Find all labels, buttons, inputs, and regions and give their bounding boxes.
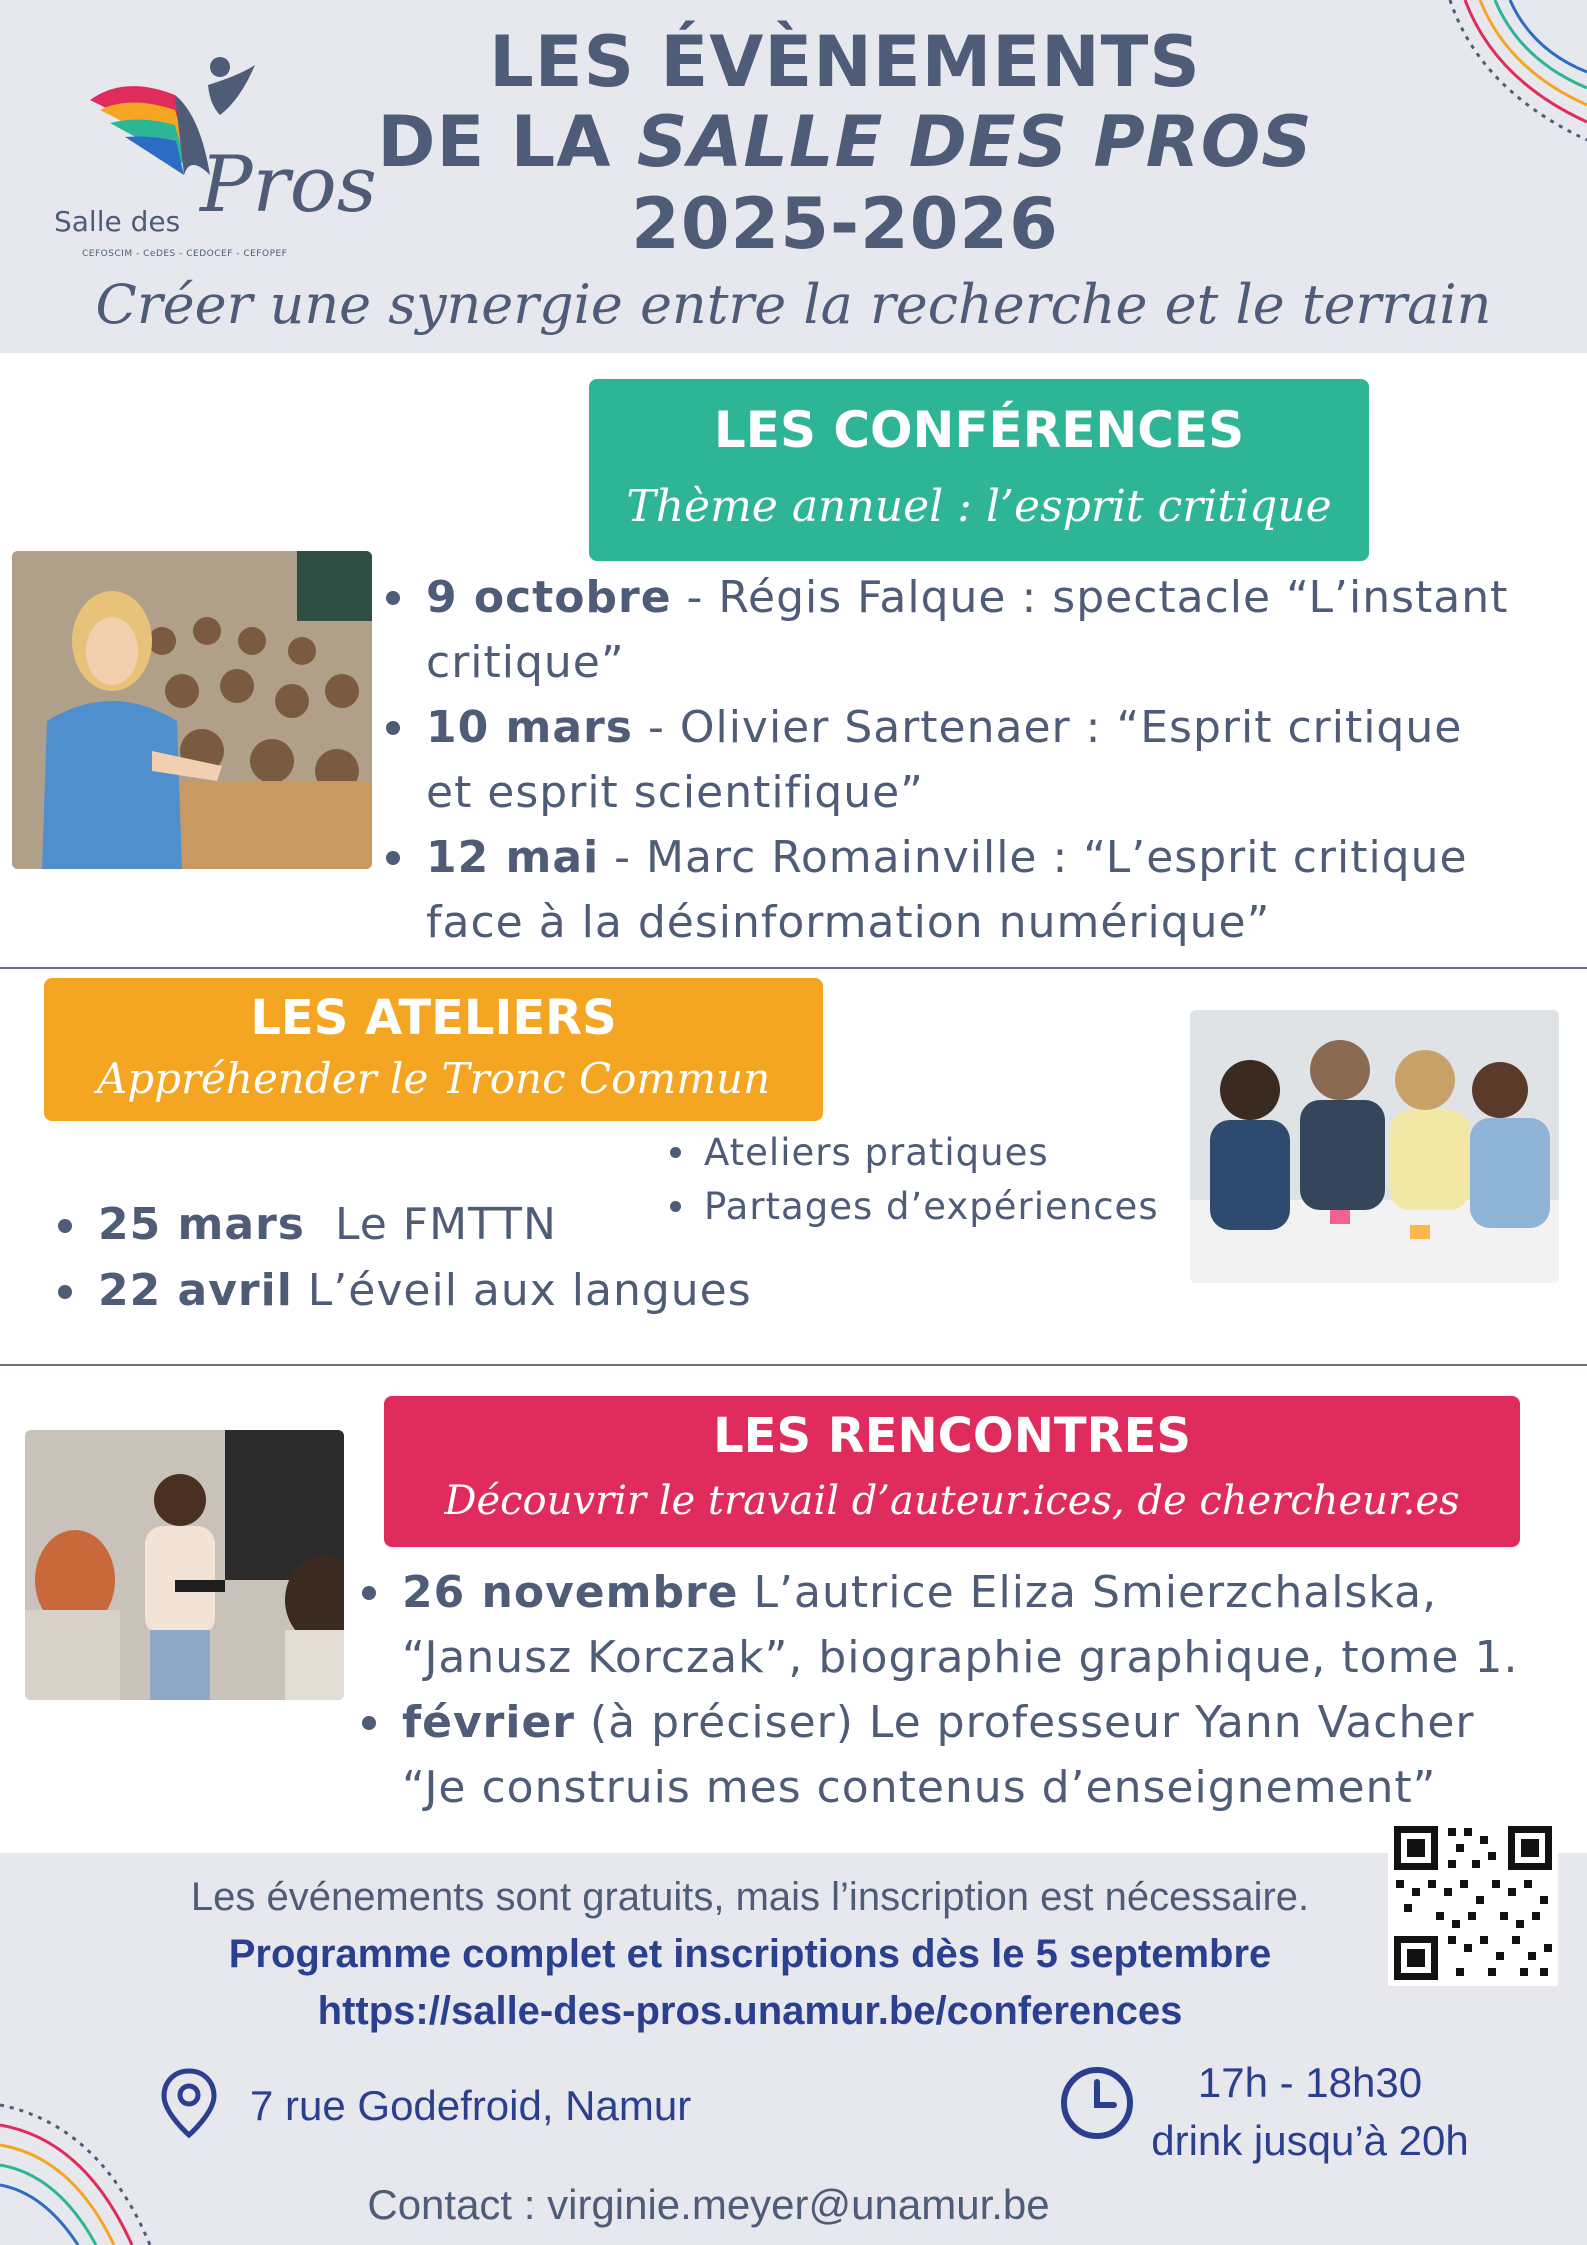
conferences-banner: [589, 379, 1369, 561]
list-item: 26 novembre L’autrice Eliza Smierzchalska, “Janusz Korczak”, biographie graphique, tome 1.: [362, 1560, 1587, 1690]
rencontres-list: [362, 1560, 1587, 1820]
bullet-icon: [362, 1716, 376, 1730]
clock-icon: [1058, 2064, 1136, 2142]
page-title-italic: SALLE DES PROS: [636, 101, 1313, 183]
bullet-icon: [386, 721, 400, 735]
rainbow-arc-top-right-icon: [1440, 0, 1587, 160]
location-pin-icon: [158, 2067, 220, 2139]
ateliers-title: LES ATELIERS: [250, 990, 617, 1046]
rencontres-subtitle: Découvrir le travail d’auteur.ices, de chercheur.es: [444, 1478, 1460, 1524]
event-date: février: [402, 1697, 575, 1748]
conferences-list: [386, 565, 1586, 955]
ateliers-subtitle: Appréhender le Tronc Commun: [96, 1054, 771, 1103]
address: 7 rue Godefroid, Namur: [250, 2082, 692, 2129]
event-date: 10 mars: [426, 702, 633, 753]
tagline: Créer une synergie entre la recherche et le terrain: [95, 273, 1492, 336]
bullet-icon: [58, 1285, 72, 1299]
salle-des-pros-logo: [50, 55, 377, 265]
conference-speaker-photo: [12, 551, 372, 869]
event-date: 22 avril: [98, 1265, 293, 1316]
list-item: 10 mars - Olivier Sartenaer : “Esprit critique et esprit scientifique”: [386, 695, 1586, 825]
list-item: Ateliers pratiques: [670, 1126, 1190, 1180]
logo-word-salle-des: Salle des: [54, 205, 181, 238]
event-date: 26 novembre: [402, 1567, 739, 1618]
contact: Contact : virginie.meyer@unamur.be: [367, 2181, 1050, 2228]
conferences-link[interactable]: https://salle-des-pros.unamur.be/conferences: [317, 1989, 1183, 2033]
free-note: Les événements sont gratuits, mais l’inscription est nécessaire.: [190, 1875, 1310, 1919]
ateliers-list: [58, 1192, 858, 1324]
event-date: 25 mars: [98, 1199, 305, 1250]
event-date: 9 octobre: [426, 572, 672, 623]
ateliers-banner: [44, 978, 823, 1121]
page-title-line-3: 2025-2026: [631, 183, 1059, 265]
bullet-icon: [386, 851, 400, 865]
bullet-icon: [58, 1219, 72, 1233]
workshop-group-photo: [1190, 1010, 1559, 1283]
program-note: Programme complet et inscriptions dès le 5 septembre: [228, 1932, 1272, 1976]
rencontres-title: LES RENCONTRES: [713, 1408, 1191, 1464]
list-item: Partages d’expériences: [670, 1180, 1190, 1234]
page-title-line-1: LES ÉVÈNEMENTS: [489, 21, 1201, 103]
page-title-line-2: DE LA SALLE DES PROS: [377, 101, 1313, 183]
list-item: 9 octobre - Régis Falque : spectacle “L’instant critique”: [386, 565, 1586, 695]
logo-subtitle: CEFOSCIM - CeDES - CEDOCEF - CEFOPEF: [82, 249, 288, 259]
list-item: février (à préciser) Le professeur Yann Vacher “Je construis mes contenus d’enseignement”: [362, 1690, 1587, 1820]
bullet-icon: [386, 591, 400, 605]
event-date: 12 mai: [426, 832, 600, 883]
section-divider: [0, 967, 1587, 969]
conferences-title: LES CONFÉRENCES: [713, 401, 1245, 459]
drink-time: drink jusqu’à 20h: [1151, 2117, 1469, 2164]
meeting-speaker-photo: [25, 1430, 344, 1700]
conferences-subtitle: Thème annuel : l’esprit critique: [626, 481, 1332, 532]
logo-word-pros: Pros: [200, 140, 377, 230]
list-item: 22 avril L’éveil aux langues: [58, 1258, 858, 1324]
rencontres-banner: [384, 1396, 1520, 1547]
event-time: 17h - 18h30: [1197, 2059, 1423, 2106]
bullet-icon: [670, 1147, 681, 1158]
list-item: 12 mai - Marc Romainville : “L’esprit critique face à la désinformation numérique”: [386, 825, 1586, 955]
list-item: 25 mars Le FMTTN: [58, 1192, 858, 1258]
section-divider: [0, 1364, 1587, 1366]
rainbow-arc-bottom-left-icon: [0, 2095, 160, 2245]
bullet-icon: [362, 1586, 376, 1600]
